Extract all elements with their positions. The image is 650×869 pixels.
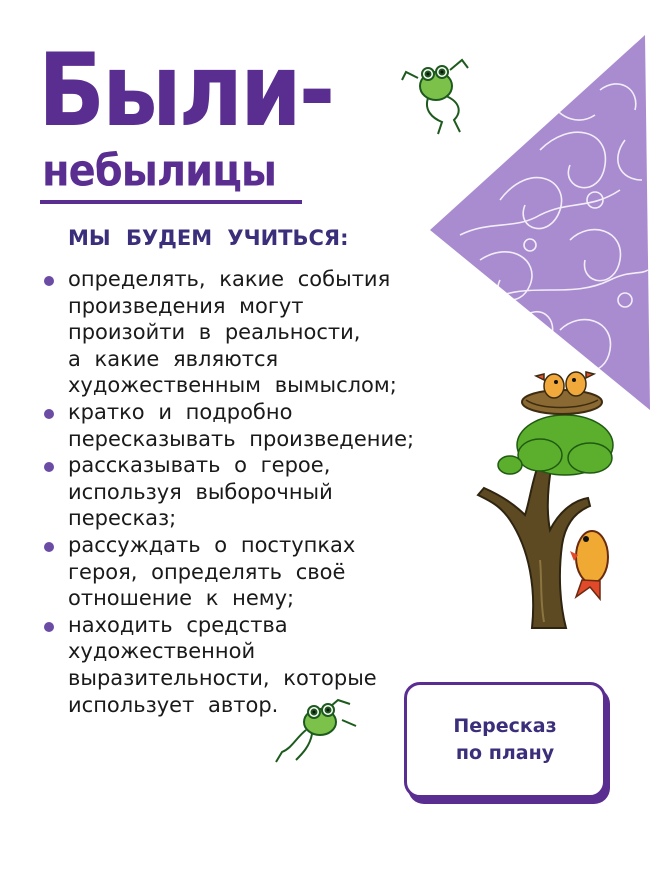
goal-line: находить средства: [68, 612, 288, 637]
frog-icon: [272, 690, 362, 770]
title-underline: [40, 200, 302, 204]
chapter-title: Были-: [38, 30, 333, 150]
card-text-line1: Пересказ: [453, 715, 557, 737]
frog-icon: [398, 50, 478, 140]
goal-line: героя, определять своё: [68, 559, 346, 584]
goal-line: произойти в реальности,: [68, 320, 361, 345]
learning-goals-heading: МЫ БУДЕМ УЧИТЬСЯ:: [68, 226, 349, 250]
bullet-icon: [44, 622, 54, 632]
card-text-line2: по плану: [455, 742, 555, 764]
goal-line: выразительности, которые: [68, 665, 377, 690]
chapter-title-sub: небылицы: [42, 145, 277, 197]
list-item: [40, 266, 440, 399]
goal-line: пересказывать произведение;: [68, 426, 415, 451]
list-item: [40, 452, 440, 532]
retelling-plan-card: [404, 682, 606, 798]
list-item: [40, 532, 440, 612]
goal-line: использует автор.: [68, 692, 279, 717]
list-item: [40, 612, 440, 718]
goal-line: рассказывать о герое,: [68, 453, 331, 478]
goal-line: произведения могут: [68, 293, 304, 318]
list-item: [40, 399, 440, 452]
goal-line: пересказ;: [68, 506, 177, 531]
goal-line: а какие являются: [68, 346, 279, 371]
goal-line: определять, какие события: [68, 267, 391, 291]
goal-line: кратко и подробно: [68, 399, 293, 424]
tree-illustration: [470, 360, 640, 630]
bullet-icon: [44, 409, 54, 419]
goal-line: рассуждать о поступках: [68, 532, 356, 557]
goal-line: используя выборочный: [68, 479, 333, 504]
learning-goals-list: [40, 266, 440, 718]
bullet-icon: [44, 276, 54, 286]
bullet-icon: [44, 462, 54, 472]
goal-line: отношение к нему;: [68, 586, 295, 611]
bullet-icon: [44, 542, 54, 552]
goal-line: художественной: [68, 639, 256, 664]
goal-line: художественным вымыслом;: [68, 373, 397, 398]
